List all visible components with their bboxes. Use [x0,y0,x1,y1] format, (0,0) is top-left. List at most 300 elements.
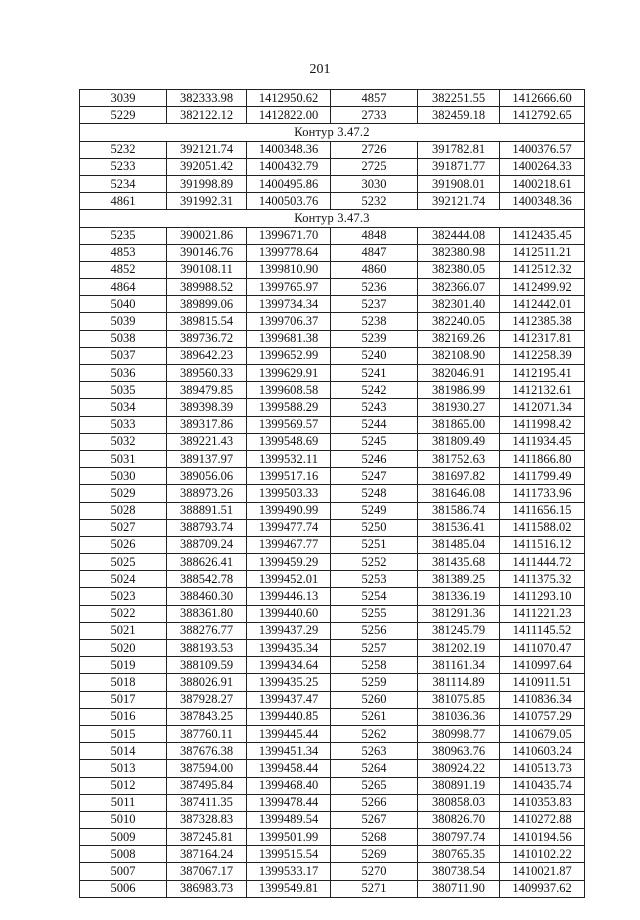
table-row [80,382,585,399]
x-coordinate-cell: 382333.98 [167,90,247,107]
y-coordinate-cell: 1412512.32 [500,261,585,278]
y-coordinate-cell: 1399467.77 [247,536,331,553]
x-coordinate-cell: 387928.27 [167,691,247,708]
table-row [80,261,585,278]
point-number-cell: 5028 [80,502,167,519]
y-coordinate-cell: 1410353.83 [500,794,585,811]
y-coordinate-cell: 1399437.29 [247,622,331,639]
x-coordinate-cell: 380998.77 [418,725,500,742]
point-number-cell: 5245 [331,433,418,450]
y-coordinate-cell: 1399489.54 [247,811,331,828]
table-row [80,605,585,622]
x-coordinate-cell: 392121.74 [167,141,247,158]
y-coordinate-cell: 1399468.40 [247,777,331,794]
contour-heading: Контур 3.47.2 [80,124,585,141]
table-row [80,622,585,639]
point-number-cell: 5242 [331,382,418,399]
point-number-cell: 3039 [80,90,167,107]
y-coordinate-cell: 1400348.36 [247,141,331,158]
point-number-cell: 5238 [331,313,418,330]
point-number-cell: 5251 [331,536,418,553]
y-coordinate-cell: 1399765.97 [247,279,331,296]
contour-section-row [80,210,585,227]
x-coordinate-cell: 387328.83 [167,811,247,828]
point-number-cell: 5033 [80,416,167,433]
x-coordinate-cell: 387164.24 [167,846,247,863]
point-number-cell: 5023 [80,588,167,605]
point-number-cell: 5027 [80,519,167,536]
point-number-cell: 5257 [331,640,418,657]
coordinates-table [79,89,585,898]
point-number-cell: 5254 [331,588,418,605]
y-coordinate-cell: 1411375.32 [500,571,585,588]
table-row [80,175,585,192]
x-coordinate-cell: 380765.35 [418,846,500,863]
x-coordinate-cell: 390146.76 [167,244,247,261]
y-coordinate-cell: 1399588.29 [247,399,331,416]
point-number-cell: 5256 [331,622,418,639]
point-number-cell: 5253 [331,571,418,588]
table-row [80,330,585,347]
x-coordinate-cell: 387067.17 [167,863,247,880]
point-number-cell: 5263 [331,743,418,760]
y-coordinate-cell: 1410757.29 [500,708,585,725]
x-coordinate-cell: 390021.86 [167,227,247,244]
point-number-cell: 5236 [331,279,418,296]
x-coordinate-cell: 381930.27 [418,399,500,416]
table-row [80,193,585,210]
x-coordinate-cell: 389815.54 [167,313,247,330]
point-number-cell: 2726 [331,141,418,158]
point-number-cell: 5271 [331,880,418,897]
x-coordinate-cell: 388109.59 [167,657,247,674]
y-coordinate-cell: 1410272.88 [500,811,585,828]
y-coordinate-cell: 1411656.15 [500,502,585,519]
point-number-cell: 5269 [331,846,418,863]
point-number-cell: 4853 [80,244,167,261]
y-coordinate-cell: 1399452.01 [247,571,331,588]
table-row [80,296,585,313]
y-coordinate-cell: 1411733.96 [500,485,585,502]
point-number-cell: 5021 [80,622,167,639]
y-coordinate-cell: 1410513.73 [500,760,585,777]
table-row [80,794,585,811]
table-row [80,227,585,244]
x-coordinate-cell: 380797.74 [418,829,500,846]
table-row [80,90,585,107]
point-number-cell: 5038 [80,330,167,347]
table-row [80,107,585,124]
y-coordinate-cell: 1412792.65 [500,107,585,124]
point-number-cell: 5017 [80,691,167,708]
x-coordinate-cell: 381752.63 [418,450,500,467]
point-number-cell: 5267 [331,811,418,828]
x-coordinate-cell: 381697.82 [418,468,500,485]
x-coordinate-cell: 382380.05 [418,261,500,278]
point-number-cell: 4861 [80,193,167,210]
y-coordinate-cell: 1399440.85 [247,708,331,725]
point-number-cell: 5266 [331,794,418,811]
table-row [80,708,585,725]
table-row [80,829,585,846]
y-coordinate-cell: 1410603.24 [500,743,585,760]
table-row [80,674,585,691]
x-coordinate-cell: 388626.41 [167,554,247,571]
x-coordinate-cell: 391998.89 [167,175,247,192]
point-number-cell: 5031 [80,450,167,467]
x-coordinate-cell: 387495.84 [167,777,247,794]
x-coordinate-cell: 380711.90 [418,880,500,897]
y-coordinate-cell: 1410679.05 [500,725,585,742]
x-coordinate-cell: 387760.11 [167,725,247,742]
y-coordinate-cell: 1399435.25 [247,674,331,691]
table-row [80,691,585,708]
x-coordinate-cell: 389899.06 [167,296,247,313]
point-number-cell: 5259 [331,674,418,691]
point-number-cell: 5008 [80,846,167,863]
y-coordinate-cell: 1399445.44 [247,725,331,742]
table-row [80,313,585,330]
table-row [80,365,585,382]
y-coordinate-cell: 1399608.58 [247,382,331,399]
x-coordinate-cell: 392051.42 [167,158,247,175]
x-coordinate-cell: 388026.91 [167,674,247,691]
x-coordinate-cell: 380891.19 [418,777,500,794]
table-row [80,640,585,657]
point-number-cell: 5037 [80,347,167,364]
point-number-cell: 5247 [331,468,418,485]
point-number-cell: 5024 [80,571,167,588]
x-coordinate-cell: 381865.00 [418,416,500,433]
point-number-cell: 5239 [331,330,418,347]
y-coordinate-cell: 1399437.47 [247,691,331,708]
x-coordinate-cell: 382366.07 [418,279,500,296]
point-number-cell: 5011 [80,794,167,811]
y-coordinate-cell: 1399451.34 [247,743,331,760]
x-coordinate-cell: 389398.39 [167,399,247,416]
x-coordinate-cell: 389642.23 [167,347,247,364]
point-number-cell: 5264 [331,760,418,777]
x-coordinate-cell: 380924.22 [418,760,500,777]
point-number-cell: 5006 [80,880,167,897]
x-coordinate-cell: 392121.74 [418,193,500,210]
y-coordinate-cell: 1400376.57 [500,141,585,158]
y-coordinate-cell: 1411866.80 [500,450,585,467]
point-number-cell: 5022 [80,605,167,622]
point-number-cell: 5261 [331,708,418,725]
point-number-cell: 5010 [80,811,167,828]
y-coordinate-cell: 1399629.91 [247,365,331,382]
y-coordinate-cell: 1412258.39 [500,347,585,364]
point-number-cell: 5252 [331,554,418,571]
table-row [80,880,585,897]
y-coordinate-cell: 1400218.61 [500,175,585,192]
x-coordinate-cell: 388276.77 [167,622,247,639]
y-coordinate-cell: 1412435.45 [500,227,585,244]
table-row [80,141,585,158]
table-row [80,760,585,777]
x-coordinate-cell: 387411.35 [167,794,247,811]
point-number-cell: 5032 [80,433,167,450]
table-row [80,846,585,863]
y-coordinate-cell: 1412071.34 [500,399,585,416]
y-coordinate-cell: 1409937.62 [500,880,585,897]
y-coordinate-cell: 1411516.12 [500,536,585,553]
point-number-cell: 2733 [331,107,418,124]
y-coordinate-cell: 1410997.64 [500,657,585,674]
point-number-cell: 4847 [331,244,418,261]
point-number-cell: 5249 [331,502,418,519]
y-coordinate-cell: 1399435.34 [247,640,331,657]
table-row [80,399,585,416]
point-number-cell: 5040 [80,296,167,313]
contour-section-row [80,124,585,141]
x-coordinate-cell: 389317.86 [167,416,247,433]
y-coordinate-cell: 1410836.34 [500,691,585,708]
y-coordinate-cell: 1399533.17 [247,863,331,880]
table-row [80,519,585,536]
x-coordinate-cell: 381291.36 [418,605,500,622]
x-coordinate-cell: 382240.05 [418,313,500,330]
y-coordinate-cell: 1399548.69 [247,433,331,450]
y-coordinate-cell: 1399681.38 [247,330,331,347]
y-coordinate-cell: 1400503.76 [247,193,331,210]
y-coordinate-cell: 1399501.99 [247,829,331,846]
point-number-cell: 5234 [80,175,167,192]
x-coordinate-cell: 382444.08 [418,227,500,244]
point-number-cell: 5014 [80,743,167,760]
y-coordinate-cell: 1399652.99 [247,347,331,364]
y-coordinate-cell: 1411588.02 [500,519,585,536]
x-coordinate-cell: 381646.08 [418,485,500,502]
point-number-cell: 5018 [80,674,167,691]
x-coordinate-cell: 382459.18 [418,107,500,124]
contour-heading: Контур 3.47.3 [80,210,585,227]
x-coordinate-cell: 381435.68 [418,554,500,571]
x-coordinate-cell: 386983.73 [167,880,247,897]
y-coordinate-cell: 1411145.52 [500,622,585,639]
y-coordinate-cell: 1399549.81 [247,880,331,897]
point-number-cell: 5237 [331,296,418,313]
x-coordinate-cell: 382046.91 [418,365,500,382]
y-coordinate-cell: 1399434.64 [247,657,331,674]
x-coordinate-cell: 381114.89 [418,674,500,691]
point-number-cell: 5030 [80,468,167,485]
table-row [80,468,585,485]
x-coordinate-cell: 381161.34 [418,657,500,674]
x-coordinate-cell: 381202.19 [418,640,500,657]
y-coordinate-cell: 1412442.01 [500,296,585,313]
x-coordinate-cell: 382301.40 [418,296,500,313]
table-row [80,571,585,588]
page-number: 201 [309,62,331,77]
y-coordinate-cell: 1412666.60 [500,90,585,107]
y-coordinate-cell: 1412511.21 [500,244,585,261]
y-coordinate-cell: 1399778.64 [247,244,331,261]
y-coordinate-cell: 1399532.11 [247,450,331,467]
point-number-cell: 5019 [80,657,167,674]
point-number-cell: 5260 [331,691,418,708]
table-row [80,743,585,760]
point-number-cell: 5232 [331,193,418,210]
y-coordinate-cell: 1410021.87 [500,863,585,880]
x-coordinate-cell: 382380.98 [418,244,500,261]
y-coordinate-cell: 1400264.33 [500,158,585,175]
table-row [80,554,585,571]
x-coordinate-cell: 382251.55 [418,90,500,107]
x-coordinate-cell: 388793.74 [167,519,247,536]
table-row [80,450,585,467]
point-number-cell: 5270 [331,863,418,880]
table-row [80,416,585,433]
point-number-cell: 5015 [80,725,167,742]
table-row [80,777,585,794]
point-number-cell: 5034 [80,399,167,416]
point-number-cell: 5029 [80,485,167,502]
point-number-cell: 5243 [331,399,418,416]
y-coordinate-cell: 1412822.00 [247,107,331,124]
x-coordinate-cell: 389560.33 [167,365,247,382]
y-coordinate-cell: 1399517.16 [247,468,331,485]
x-coordinate-cell: 380738.54 [418,863,500,880]
point-number-cell: 5016 [80,708,167,725]
y-coordinate-cell: 1399446.13 [247,588,331,605]
x-coordinate-cell: 389736.72 [167,330,247,347]
x-coordinate-cell: 387676.38 [167,743,247,760]
x-coordinate-cell: 388891.51 [167,502,247,519]
point-number-cell: 5229 [80,107,167,124]
y-coordinate-cell: 1410911.51 [500,674,585,691]
y-coordinate-cell: 1410194.56 [500,829,585,846]
y-coordinate-cell: 1399477.74 [247,519,331,536]
x-coordinate-cell: 389988.52 [167,279,247,296]
table-row [80,725,585,742]
table-row [80,485,585,502]
y-coordinate-cell: 1399458.44 [247,760,331,777]
x-coordinate-cell: 381389.25 [418,571,500,588]
x-coordinate-cell: 391908.01 [418,175,500,192]
y-coordinate-cell: 1399671.70 [247,227,331,244]
x-coordinate-cell: 382122.12 [167,107,247,124]
x-coordinate-cell: 388709.24 [167,536,247,553]
x-coordinate-cell: 391782.81 [418,141,500,158]
y-coordinate-cell: 1399440.60 [247,605,331,622]
point-number-cell: 5036 [80,365,167,382]
y-coordinate-cell: 1410435.74 [500,777,585,794]
y-coordinate-cell: 1412950.62 [247,90,331,107]
y-coordinate-cell: 1411221.23 [500,605,585,622]
x-coordinate-cell: 381245.79 [418,622,500,639]
x-coordinate-cell: 389221.43 [167,433,247,450]
point-number-cell: 5012 [80,777,167,794]
point-number-cell: 5013 [80,760,167,777]
point-number-cell: 4857 [331,90,418,107]
table-row [80,244,585,261]
x-coordinate-cell: 388542.78 [167,571,247,588]
y-coordinate-cell: 1410102.22 [500,846,585,863]
x-coordinate-cell: 382169.26 [418,330,500,347]
x-coordinate-cell: 388460.30 [167,588,247,605]
point-number-cell: 2725 [331,158,418,175]
point-number-cell: 5241 [331,365,418,382]
x-coordinate-cell: 391871.77 [418,158,500,175]
y-coordinate-cell: 1399503.33 [247,485,331,502]
x-coordinate-cell: 381809.49 [418,433,500,450]
x-coordinate-cell: 382108.90 [418,347,500,364]
point-number-cell: 5250 [331,519,418,536]
y-coordinate-cell: 1411293.10 [500,588,585,605]
x-coordinate-cell: 380858.03 [418,794,500,811]
y-coordinate-cell: 1411070.47 [500,640,585,657]
point-number-cell: 5258 [331,657,418,674]
point-number-cell: 5268 [331,829,418,846]
point-number-cell: 5248 [331,485,418,502]
y-coordinate-cell: 1412195.41 [500,365,585,382]
point-number-cell: 5235 [80,227,167,244]
y-coordinate-cell: 1411934.45 [500,433,585,450]
x-coordinate-cell: 380963.76 [418,743,500,760]
x-coordinate-cell: 387594.00 [167,760,247,777]
y-coordinate-cell: 1412317.81 [500,330,585,347]
point-number-cell: 4852 [80,261,167,278]
point-number-cell: 5255 [331,605,418,622]
x-coordinate-cell: 380826.70 [418,811,500,828]
point-number-cell: 5026 [80,536,167,553]
point-number-cell: 5265 [331,777,418,794]
y-coordinate-cell: 1411444.72 [500,554,585,571]
point-number-cell: 5025 [80,554,167,571]
y-coordinate-cell: 1399569.57 [247,416,331,433]
y-coordinate-cell: 1399706.37 [247,313,331,330]
table-row [80,811,585,828]
y-coordinate-cell: 1411799.49 [500,468,585,485]
x-coordinate-cell: 381536.41 [418,519,500,536]
point-number-cell: 5020 [80,640,167,657]
point-number-cell: 5232 [80,141,167,158]
table-row [80,433,585,450]
point-number-cell: 5244 [331,416,418,433]
x-coordinate-cell: 389479.85 [167,382,247,399]
x-coordinate-cell: 381986.99 [418,382,500,399]
y-coordinate-cell: 1399734.34 [247,296,331,313]
x-coordinate-cell: 391992.31 [167,193,247,210]
point-number-cell: 5233 [80,158,167,175]
y-coordinate-cell: 1400495.86 [247,175,331,192]
table-row [80,863,585,880]
y-coordinate-cell: 1400432.79 [247,158,331,175]
point-number-cell: 4864 [80,279,167,296]
x-coordinate-cell: 388193.53 [167,640,247,657]
table-row [80,158,585,175]
y-coordinate-cell: 1412385.38 [500,313,585,330]
y-coordinate-cell: 1399515.54 [247,846,331,863]
y-coordinate-cell: 1399490.99 [247,502,331,519]
x-coordinate-cell: 381586.74 [418,502,500,519]
table-row [80,502,585,519]
x-coordinate-cell: 388361.80 [167,605,247,622]
x-coordinate-cell: 387245.81 [167,829,247,846]
point-number-cell: 5240 [331,347,418,364]
x-coordinate-cell: 389056.06 [167,468,247,485]
y-coordinate-cell: 1399810.90 [247,261,331,278]
point-number-cell: 5262 [331,725,418,742]
point-number-cell: 5035 [80,382,167,399]
x-coordinate-cell: 388973.26 [167,485,247,502]
point-number-cell: 5009 [80,829,167,846]
x-coordinate-cell: 381485.04 [418,536,500,553]
point-number-cell: 4848 [331,227,418,244]
point-number-cell: 3030 [331,175,418,192]
